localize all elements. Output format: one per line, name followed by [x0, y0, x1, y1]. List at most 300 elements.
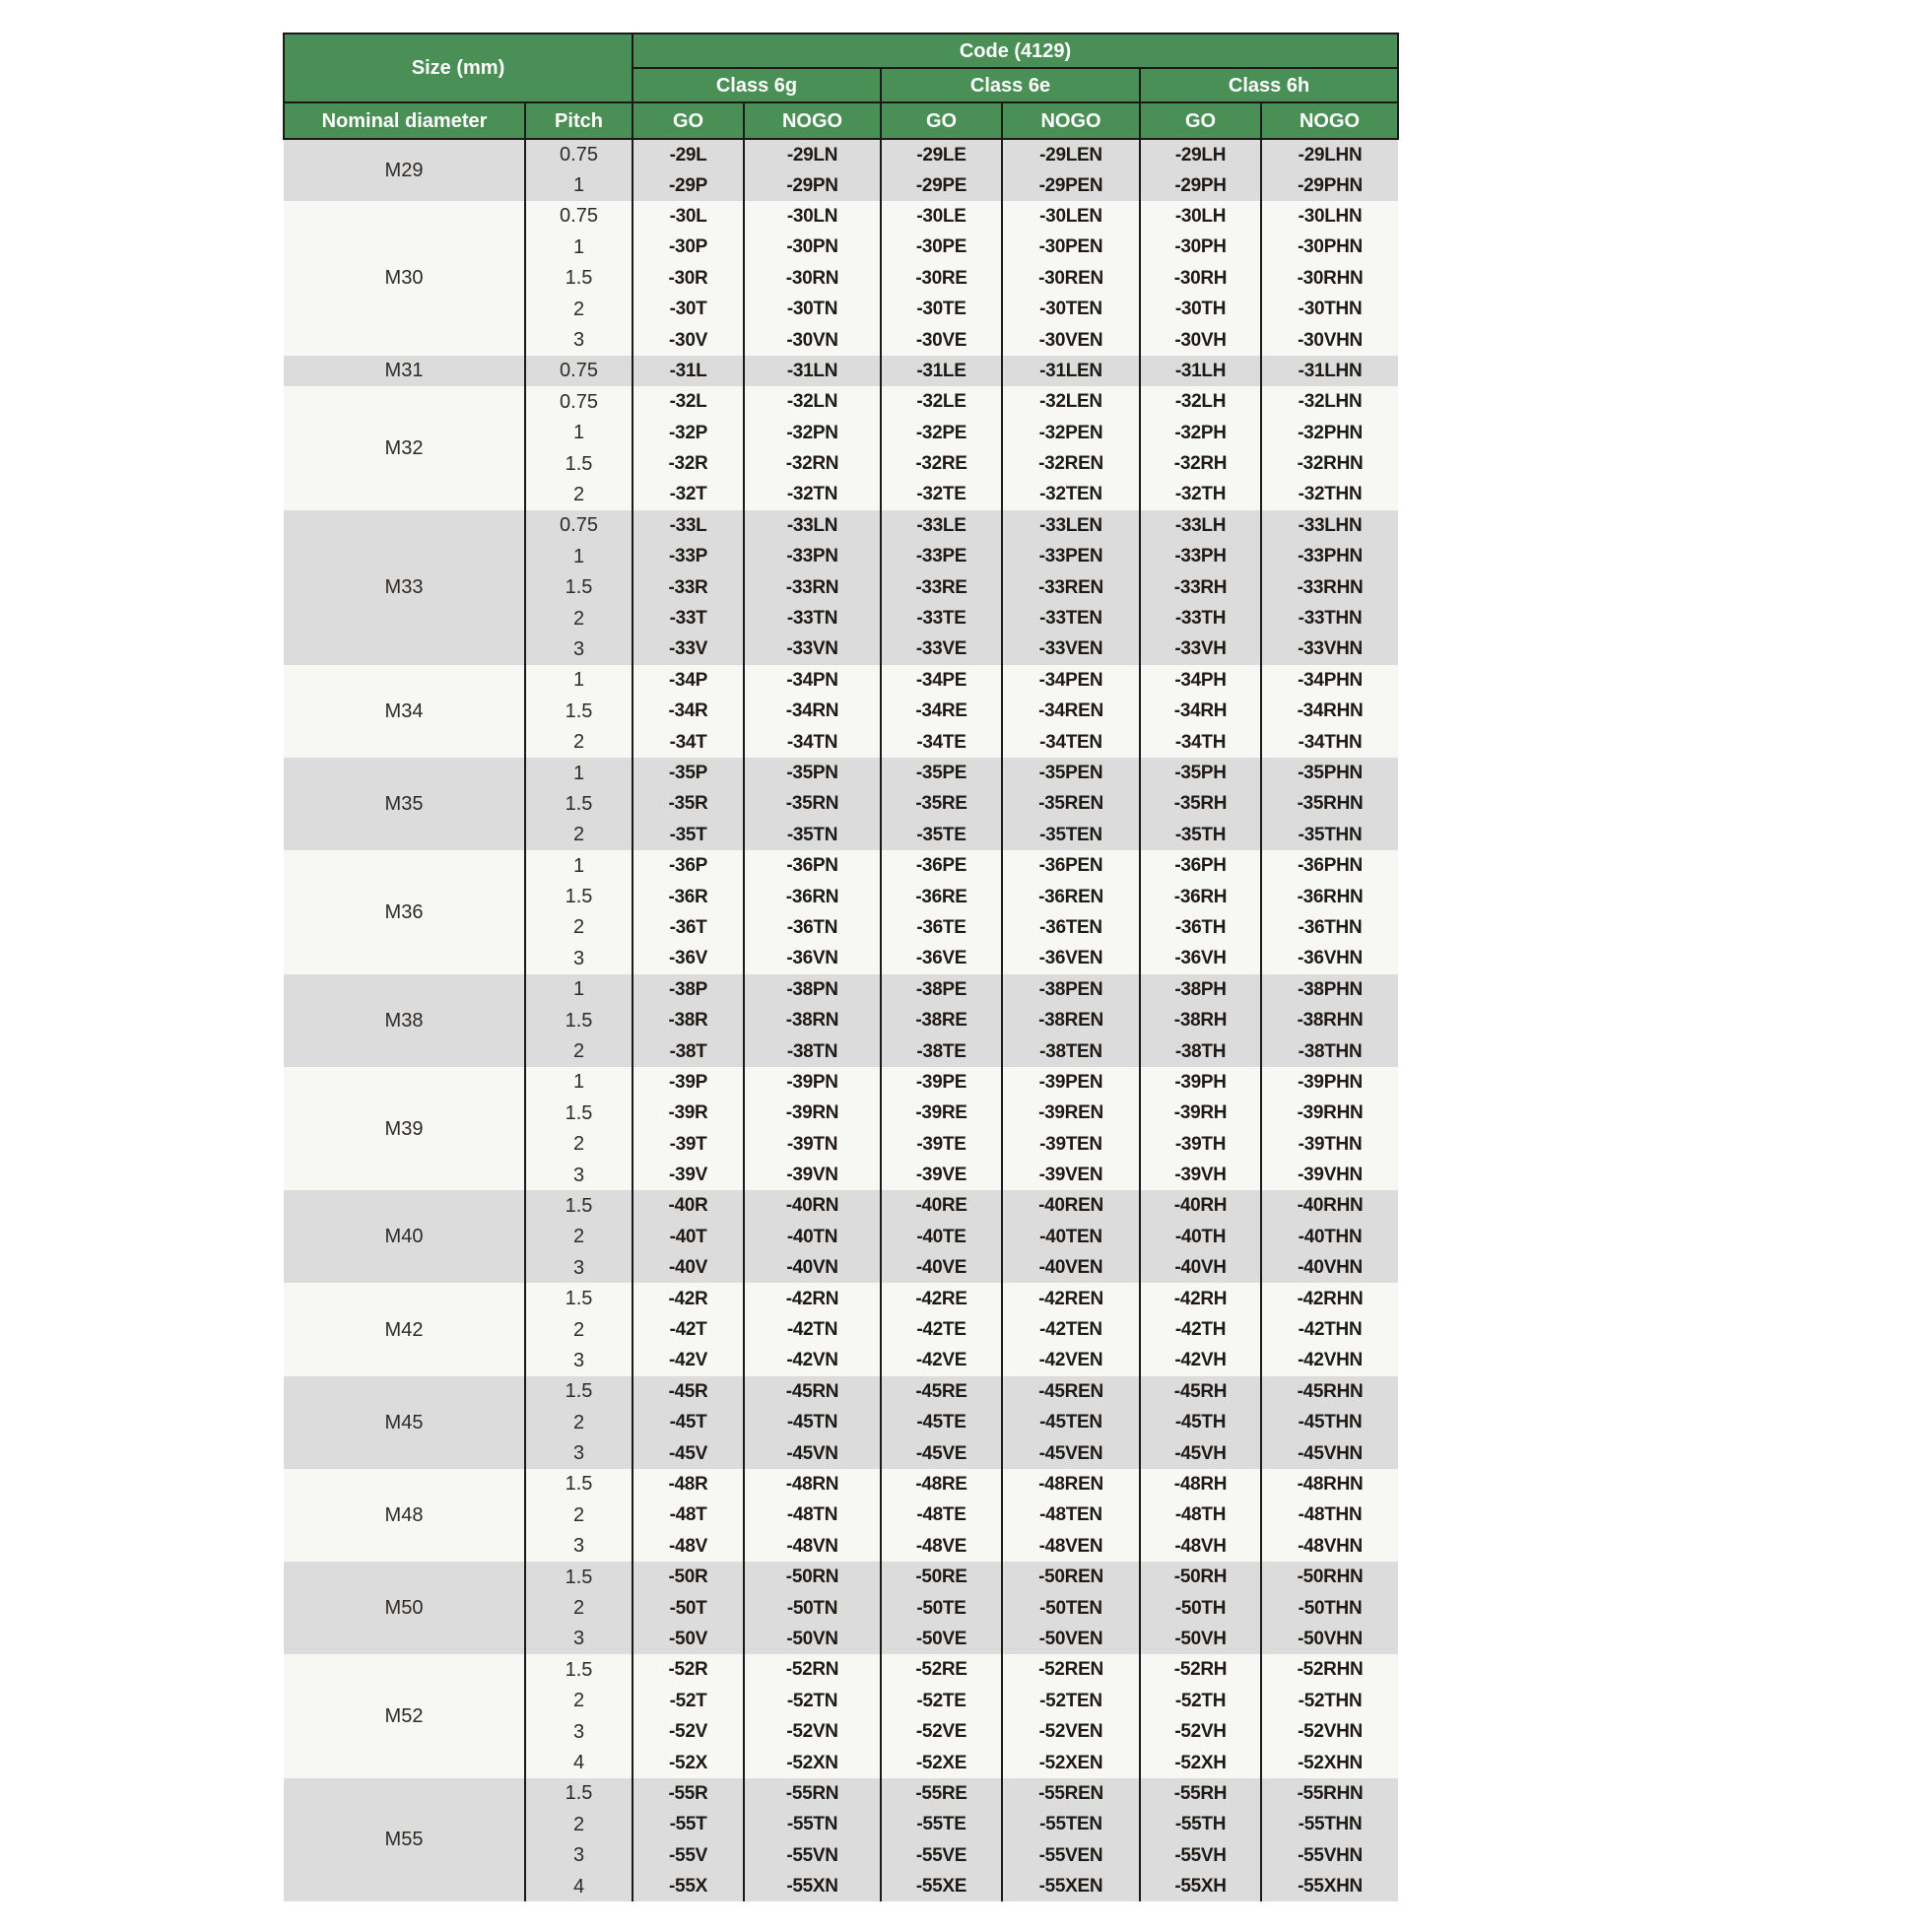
- code-cell: -29LHN: [1261, 139, 1398, 169]
- table-row: [284, 1654, 1398, 1685]
- code-cell: -33TEN: [1002, 603, 1140, 633]
- code-cell: -33LHN: [1261, 510, 1398, 541]
- code-cell: -39VH: [1140, 1160, 1261, 1190]
- size-cell: M39: [284, 1067, 525, 1191]
- code-cell: -52VEN: [1002, 1716, 1140, 1747]
- code-cell: -39TH: [1140, 1129, 1261, 1160]
- pitch-cell: 2: [525, 479, 633, 509]
- code-cell: -35PHN: [1261, 758, 1398, 788]
- code-cell: -33LE: [881, 510, 1002, 541]
- code-cell: -38PHN: [1261, 974, 1398, 1005]
- code-cell: -40TN: [744, 1222, 881, 1252]
- size-cell: M40: [284, 1190, 525, 1283]
- pitch-cell: 4: [525, 1871, 633, 1901]
- pitch-cell: 1.5: [525, 1654, 633, 1685]
- code-cell: -45RH: [1140, 1376, 1261, 1407]
- code-cell: -33P: [633, 541, 744, 571]
- code-cell: -40VE: [881, 1252, 1002, 1283]
- code-cell: -55XH: [1140, 1871, 1261, 1901]
- code-cell: -33TE: [881, 603, 1002, 633]
- pitch-cell: 3: [525, 1437, 633, 1468]
- code-cell: -39T: [633, 1129, 744, 1160]
- code-cell: -40VHN: [1261, 1252, 1398, 1283]
- thread-gauge-code-table: [283, 33, 1399, 1901]
- code-cell: -45TN: [744, 1407, 881, 1437]
- code-cell: -39TN: [744, 1129, 881, 1160]
- pitch-cell: 2: [525, 1686, 633, 1716]
- code-cell: -39TE: [881, 1129, 1002, 1160]
- code-cell: -40VH: [1140, 1252, 1261, 1283]
- pitch-cell: 1: [525, 169, 633, 200]
- code-cell: -55TN: [744, 1809, 881, 1839]
- pitch-cell: 3: [525, 1839, 633, 1870]
- code-cell: -52RHN: [1261, 1654, 1398, 1685]
- pitch-cell: 3: [525, 324, 633, 355]
- code-cell: -48REN: [1002, 1469, 1140, 1499]
- code-cell: -39RN: [744, 1098, 881, 1128]
- pitch-cell: 1: [525, 665, 633, 696]
- code-cell: -39VHN: [1261, 1160, 1398, 1190]
- code-cell: -32PEN: [1002, 418, 1140, 448]
- code-cell: -30RN: [744, 263, 881, 294]
- code-cell: -42VE: [881, 1345, 1002, 1375]
- code-cell: -42VHN: [1261, 1345, 1398, 1375]
- code-cell: -38TE: [881, 1035, 1002, 1066]
- code-cell: -48TH: [1140, 1499, 1261, 1530]
- code-cell: -55TH: [1140, 1809, 1261, 1839]
- code-cell: -50TE: [881, 1592, 1002, 1623]
- pitch-cell: 2: [525, 1809, 633, 1839]
- code-cell: -33VN: [744, 633, 881, 664]
- code-cell: -33R: [633, 571, 744, 602]
- size-cell: M42: [284, 1283, 525, 1375]
- code-cell: -33PE: [881, 541, 1002, 571]
- code-cell: -55XE: [881, 1871, 1002, 1901]
- code-cell: -40V: [633, 1252, 744, 1283]
- size-cell: M45: [284, 1376, 525, 1469]
- code-cell: -52R: [633, 1654, 744, 1685]
- code-cell: -42R: [633, 1283, 744, 1313]
- code-cell: -32THN: [1261, 479, 1398, 509]
- code-cell: -30T: [633, 294, 744, 324]
- code-cell: -33VH: [1140, 633, 1261, 664]
- code-cell: -45TE: [881, 1407, 1002, 1437]
- code-cell: -32TN: [744, 479, 881, 509]
- code-cell: -29PH: [1140, 169, 1261, 200]
- table-row: [284, 1778, 1398, 1809]
- pitch-cell: 0.75: [525, 201, 633, 232]
- code-cell: -33VHN: [1261, 633, 1398, 664]
- code-cell: -38PE: [881, 974, 1002, 1005]
- code-cell: -50TN: [744, 1592, 881, 1623]
- code-cell: -55VHN: [1261, 1839, 1398, 1870]
- code-cell: -35TEN: [1002, 820, 1140, 850]
- pitch-cell: 1.5: [525, 263, 633, 294]
- header-class-6h: Class 6h: [1140, 68, 1398, 102]
- code-cell: -38RHN: [1261, 1005, 1398, 1035]
- pitch-cell: 3: [525, 1531, 633, 1562]
- code-cell: -29LEN: [1002, 139, 1140, 169]
- code-cell: -40RN: [744, 1190, 881, 1221]
- code-cell: -33V: [633, 633, 744, 664]
- pitch-cell: 2: [525, 1222, 633, 1252]
- code-cell: -36VE: [881, 943, 1002, 973]
- code-cell: -55TEN: [1002, 1809, 1140, 1839]
- code-cell: -50T: [633, 1592, 744, 1623]
- code-cell: -32RH: [1140, 448, 1261, 479]
- code-cell: -33VEN: [1002, 633, 1140, 664]
- pitch-cell: 2: [525, 1499, 633, 1530]
- size-cell: M36: [284, 850, 525, 974]
- table-row: [284, 1376, 1398, 1407]
- header-nogo-6h: NOGO: [1261, 102, 1398, 139]
- code-cell: -32PN: [744, 418, 881, 448]
- code-cell: -35PE: [881, 758, 1002, 788]
- code-cell: -30L: [633, 201, 744, 232]
- code-cell: -38PEN: [1002, 974, 1140, 1005]
- size-cell: M50: [284, 1562, 525, 1654]
- code-cell: -30PHN: [1261, 232, 1398, 262]
- code-cell: -36PH: [1140, 850, 1261, 881]
- pitch-cell: 1: [525, 232, 633, 262]
- code-cell: -55X: [633, 1871, 744, 1901]
- code-cell: -55VE: [881, 1839, 1002, 1870]
- pitch-cell: 3: [525, 1345, 633, 1375]
- pitch-cell: 2: [525, 912, 633, 943]
- code-cell: -32LHN: [1261, 386, 1398, 417]
- code-cell: -42TN: [744, 1314, 881, 1345]
- code-cell: -34TH: [1140, 726, 1261, 757]
- code-cell: -32L: [633, 386, 744, 417]
- pitch-cell: 4: [525, 1747, 633, 1777]
- code-cell: -29LE: [881, 139, 1002, 169]
- code-cell: -39PHN: [1261, 1067, 1398, 1098]
- code-cell: -33PH: [1140, 541, 1261, 571]
- code-cell: -52TN: [744, 1686, 881, 1716]
- code-cell: -30VEN: [1002, 324, 1140, 355]
- code-cell: -32LH: [1140, 386, 1261, 417]
- pitch-cell: 1: [525, 541, 633, 571]
- header-class-6g: Class 6g: [633, 68, 881, 102]
- code-cell: -30VH: [1140, 324, 1261, 355]
- pitch-cell: 1: [525, 974, 633, 1005]
- pitch-cell: 0.75: [525, 356, 633, 386]
- table-row: [284, 201, 1398, 232]
- code-cell: -32TE: [881, 479, 1002, 509]
- code-cell: -34TE: [881, 726, 1002, 757]
- code-cell: -52XE: [881, 1747, 1002, 1777]
- code-cell: -35PN: [744, 758, 881, 788]
- code-cell: -45THN: [1261, 1407, 1398, 1437]
- code-cell: -36RE: [881, 881, 1002, 911]
- code-cell: -45TEN: [1002, 1407, 1140, 1437]
- pitch-cell: 2: [525, 1314, 633, 1345]
- pitch-cell: 2: [525, 1129, 633, 1160]
- pitch-cell: 3: [525, 1624, 633, 1654]
- code-cell: -30TEN: [1002, 294, 1140, 324]
- code-cell: -42TE: [881, 1314, 1002, 1345]
- header-go-6h: GO: [1140, 102, 1261, 139]
- pitch-cell: 3: [525, 943, 633, 973]
- code-cell: -45TH: [1140, 1407, 1261, 1437]
- pitch-cell: 0.75: [525, 510, 633, 541]
- code-cell: -31LEN: [1002, 356, 1140, 386]
- code-cell: -36TEN: [1002, 912, 1140, 943]
- table-body: [284, 139, 1398, 1901]
- code-cell: -52V: [633, 1716, 744, 1747]
- code-cell: -38P: [633, 974, 744, 1005]
- code-cell: -33LEN: [1002, 510, 1140, 541]
- code-cell: -55TE: [881, 1809, 1002, 1839]
- code-cell: -35RE: [881, 788, 1002, 819]
- size-cell: M52: [284, 1654, 525, 1778]
- code-cell: -38R: [633, 1005, 744, 1035]
- code-cell: -33RHN: [1261, 571, 1398, 602]
- code-cell: -32T: [633, 479, 744, 509]
- code-cell: -30THN: [1261, 294, 1398, 324]
- code-cell: -30VE: [881, 324, 1002, 355]
- code-cell: -36RHN: [1261, 881, 1398, 911]
- code-cell: -36THN: [1261, 912, 1398, 943]
- pitch-cell: 1.5: [525, 696, 633, 726]
- pitch-cell: 1.5: [525, 1283, 633, 1313]
- pitch-cell: 2: [525, 1407, 633, 1437]
- code-cell: -50VN: [744, 1624, 881, 1654]
- code-cell: -31LE: [881, 356, 1002, 386]
- code-cell: -31LN: [744, 356, 881, 386]
- code-cell: -30TH: [1140, 294, 1261, 324]
- code-cell: -34RHN: [1261, 696, 1398, 726]
- code-cell: -50VHN: [1261, 1624, 1398, 1654]
- header-class-6e: Class 6e: [881, 68, 1140, 102]
- code-cell: -30LEN: [1002, 201, 1140, 232]
- size-cell: M38: [284, 974, 525, 1067]
- code-cell: -36R: [633, 881, 744, 911]
- code-cell: -39PEN: [1002, 1067, 1140, 1098]
- code-cell: -52RE: [881, 1654, 1002, 1685]
- code-cell: -30RH: [1140, 263, 1261, 294]
- code-cell: -50V: [633, 1624, 744, 1654]
- code-cell: -45REN: [1002, 1376, 1140, 1407]
- code-cell: -50VE: [881, 1624, 1002, 1654]
- code-cell: -32TH: [1140, 479, 1261, 509]
- code-cell: -35R: [633, 788, 744, 819]
- code-cell: -34RE: [881, 696, 1002, 726]
- code-cell: -33LN: [744, 510, 881, 541]
- code-cell: -45VHN: [1261, 1437, 1398, 1468]
- table-row: [284, 1283, 1398, 1313]
- code-cell: -34PHN: [1261, 665, 1398, 696]
- code-cell: -33TH: [1140, 603, 1261, 633]
- code-cell: -30PE: [881, 232, 1002, 262]
- code-cell: -35P: [633, 758, 744, 788]
- code-cell: -36TE: [881, 912, 1002, 943]
- code-cell: -52XH: [1140, 1747, 1261, 1777]
- code-cell: -38TEN: [1002, 1035, 1140, 1066]
- pitch-cell: 1.5: [525, 881, 633, 911]
- code-cell: -33PHN: [1261, 541, 1398, 571]
- header-nogo-6e: NOGO: [1002, 102, 1140, 139]
- code-cell: -48VEN: [1002, 1531, 1140, 1562]
- code-cell: -50VH: [1140, 1624, 1261, 1654]
- code-cell: -55V: [633, 1839, 744, 1870]
- code-cell: -29PEN: [1002, 169, 1140, 200]
- code-cell: -36TN: [744, 912, 881, 943]
- code-cell: -33TN: [744, 603, 881, 633]
- code-cell: -45VE: [881, 1437, 1002, 1468]
- code-cell: -32PH: [1140, 418, 1261, 448]
- code-cell: -48RH: [1140, 1469, 1261, 1499]
- code-cell: -33THN: [1261, 603, 1398, 633]
- code-cell: -50THN: [1261, 1592, 1398, 1623]
- code-cell: -32RE: [881, 448, 1002, 479]
- code-cell: -36VH: [1140, 943, 1261, 973]
- code-cell: -48R: [633, 1469, 744, 1499]
- code-cell: -35RH: [1140, 788, 1261, 819]
- code-cell: -50TEN: [1002, 1592, 1140, 1623]
- code-cell: -36VN: [744, 943, 881, 973]
- size-cell: M32: [284, 386, 525, 510]
- code-cell: -48VN: [744, 1531, 881, 1562]
- code-cell: -30R: [633, 263, 744, 294]
- code-cell: -33LH: [1140, 510, 1261, 541]
- header-nominal-diameter: Nominal diameter: [284, 102, 525, 139]
- table-row: [284, 1067, 1398, 1098]
- code-cell: -48TEN: [1002, 1499, 1140, 1530]
- code-cell: -38THN: [1261, 1035, 1398, 1066]
- pitch-cell: 2: [525, 294, 633, 324]
- code-cell: -35T: [633, 820, 744, 850]
- code-cell: -33PEN: [1002, 541, 1140, 571]
- table-row: [284, 974, 1398, 1005]
- code-cell: -30V: [633, 324, 744, 355]
- code-cell: -32RN: [744, 448, 881, 479]
- code-cell: -30PN: [744, 232, 881, 262]
- code-cell: -30P: [633, 232, 744, 262]
- code-cell: -55XEN: [1002, 1871, 1140, 1901]
- code-cell: -32P: [633, 418, 744, 448]
- code-cell: -35RHN: [1261, 788, 1398, 819]
- code-cell: -55RH: [1140, 1778, 1261, 1809]
- code-cell: -39RE: [881, 1098, 1002, 1128]
- code-cell: -55VH: [1140, 1839, 1261, 1870]
- code-cell: -40RHN: [1261, 1190, 1398, 1221]
- code-cell: -40THN: [1261, 1222, 1398, 1252]
- code-cell: -30LE: [881, 201, 1002, 232]
- code-cell: -34PEN: [1002, 665, 1140, 696]
- code-cell: -30TN: [744, 294, 881, 324]
- code-cell: -35REN: [1002, 788, 1140, 819]
- pitch-cell: 1: [525, 1067, 633, 1098]
- code-cell: -34RH: [1140, 696, 1261, 726]
- pitch-cell: 1: [525, 418, 633, 448]
- pitch-cell: 1: [525, 850, 633, 881]
- code-cell: -34THN: [1261, 726, 1398, 757]
- table-row: [284, 1469, 1398, 1499]
- code-cell: -35PEN: [1002, 758, 1140, 788]
- code-cell: -52VHN: [1261, 1716, 1398, 1747]
- code-cell: -52T: [633, 1686, 744, 1716]
- code-cell: -42TH: [1140, 1314, 1261, 1345]
- code-cell: -42RHN: [1261, 1283, 1398, 1313]
- code-cell: -48T: [633, 1499, 744, 1530]
- code-cell: -38TN: [744, 1035, 881, 1066]
- header-nogo-6g: NOGO: [744, 102, 881, 139]
- code-cell: -29PHN: [1261, 169, 1398, 200]
- pitch-cell: 1.5: [525, 788, 633, 819]
- code-cell: -32TEN: [1002, 479, 1140, 509]
- size-cell: M34: [284, 665, 525, 758]
- code-cell: -30TE: [881, 294, 1002, 324]
- code-cell: -50VEN: [1002, 1624, 1140, 1654]
- code-cell: -29LH: [1140, 139, 1261, 169]
- code-cell: -33REN: [1002, 571, 1140, 602]
- code-cell: -36RN: [744, 881, 881, 911]
- code-cell: -36VHN: [1261, 943, 1398, 973]
- code-cell: -39V: [633, 1160, 744, 1190]
- code-cell: -36P: [633, 850, 744, 881]
- code-cell: -30LH: [1140, 201, 1261, 232]
- code-cell: -36PN: [744, 850, 881, 881]
- pitch-cell: 1.5: [525, 1778, 633, 1809]
- code-cell: -38TH: [1140, 1035, 1261, 1066]
- header-row-3: [284, 102, 1398, 139]
- code-cell: -45T: [633, 1407, 744, 1437]
- code-cell: -52XEN: [1002, 1747, 1140, 1777]
- size-cell: M29: [284, 139, 525, 201]
- code-cell: -35THN: [1261, 820, 1398, 850]
- code-cell: -33PN: [744, 541, 881, 571]
- code-cell: -55RN: [744, 1778, 881, 1809]
- code-cell: -52REN: [1002, 1654, 1140, 1685]
- code-cell: -39P: [633, 1067, 744, 1098]
- code-cell: -29LN: [744, 139, 881, 169]
- code-cell: -42V: [633, 1345, 744, 1375]
- code-cell: -38RE: [881, 1005, 1002, 1035]
- code-cell: -36VEN: [1002, 943, 1140, 973]
- code-cell: -40RE: [881, 1190, 1002, 1221]
- code-cell: -55REN: [1002, 1778, 1140, 1809]
- code-cell: -34TN: [744, 726, 881, 757]
- pitch-cell: 2: [525, 1035, 633, 1066]
- code-cell: -30REN: [1002, 263, 1140, 294]
- code-cell: -42VEN: [1002, 1345, 1140, 1375]
- pitch-cell: 1.5: [525, 1469, 633, 1499]
- code-cell: -39VEN: [1002, 1160, 1140, 1190]
- code-cell: -34P: [633, 665, 744, 696]
- code-cell: -55VN: [744, 1839, 881, 1870]
- code-cell: -34PE: [881, 665, 1002, 696]
- code-cell: -36PE: [881, 850, 1002, 881]
- pitch-cell: 1.5: [525, 571, 633, 602]
- code-cell: -36V: [633, 943, 744, 973]
- code-cell: -38REN: [1002, 1005, 1140, 1035]
- code-cell: -33VE: [881, 633, 1002, 664]
- code-cell: -34RN: [744, 696, 881, 726]
- code-cell: -48RE: [881, 1469, 1002, 1499]
- code-cell: -39R: [633, 1098, 744, 1128]
- code-cell: -32R: [633, 448, 744, 479]
- code-cell: -48TE: [881, 1499, 1002, 1530]
- code-cell: -45V: [633, 1437, 744, 1468]
- pitch-cell: 1.5: [525, 1190, 633, 1221]
- code-cell: -38PN: [744, 974, 881, 1005]
- code-cell: -52TH: [1140, 1686, 1261, 1716]
- code-cell: -30LHN: [1261, 201, 1398, 232]
- pitch-cell: 0.75: [525, 139, 633, 169]
- table-header: [284, 33, 1398, 139]
- code-cell: -30VHN: [1261, 324, 1398, 355]
